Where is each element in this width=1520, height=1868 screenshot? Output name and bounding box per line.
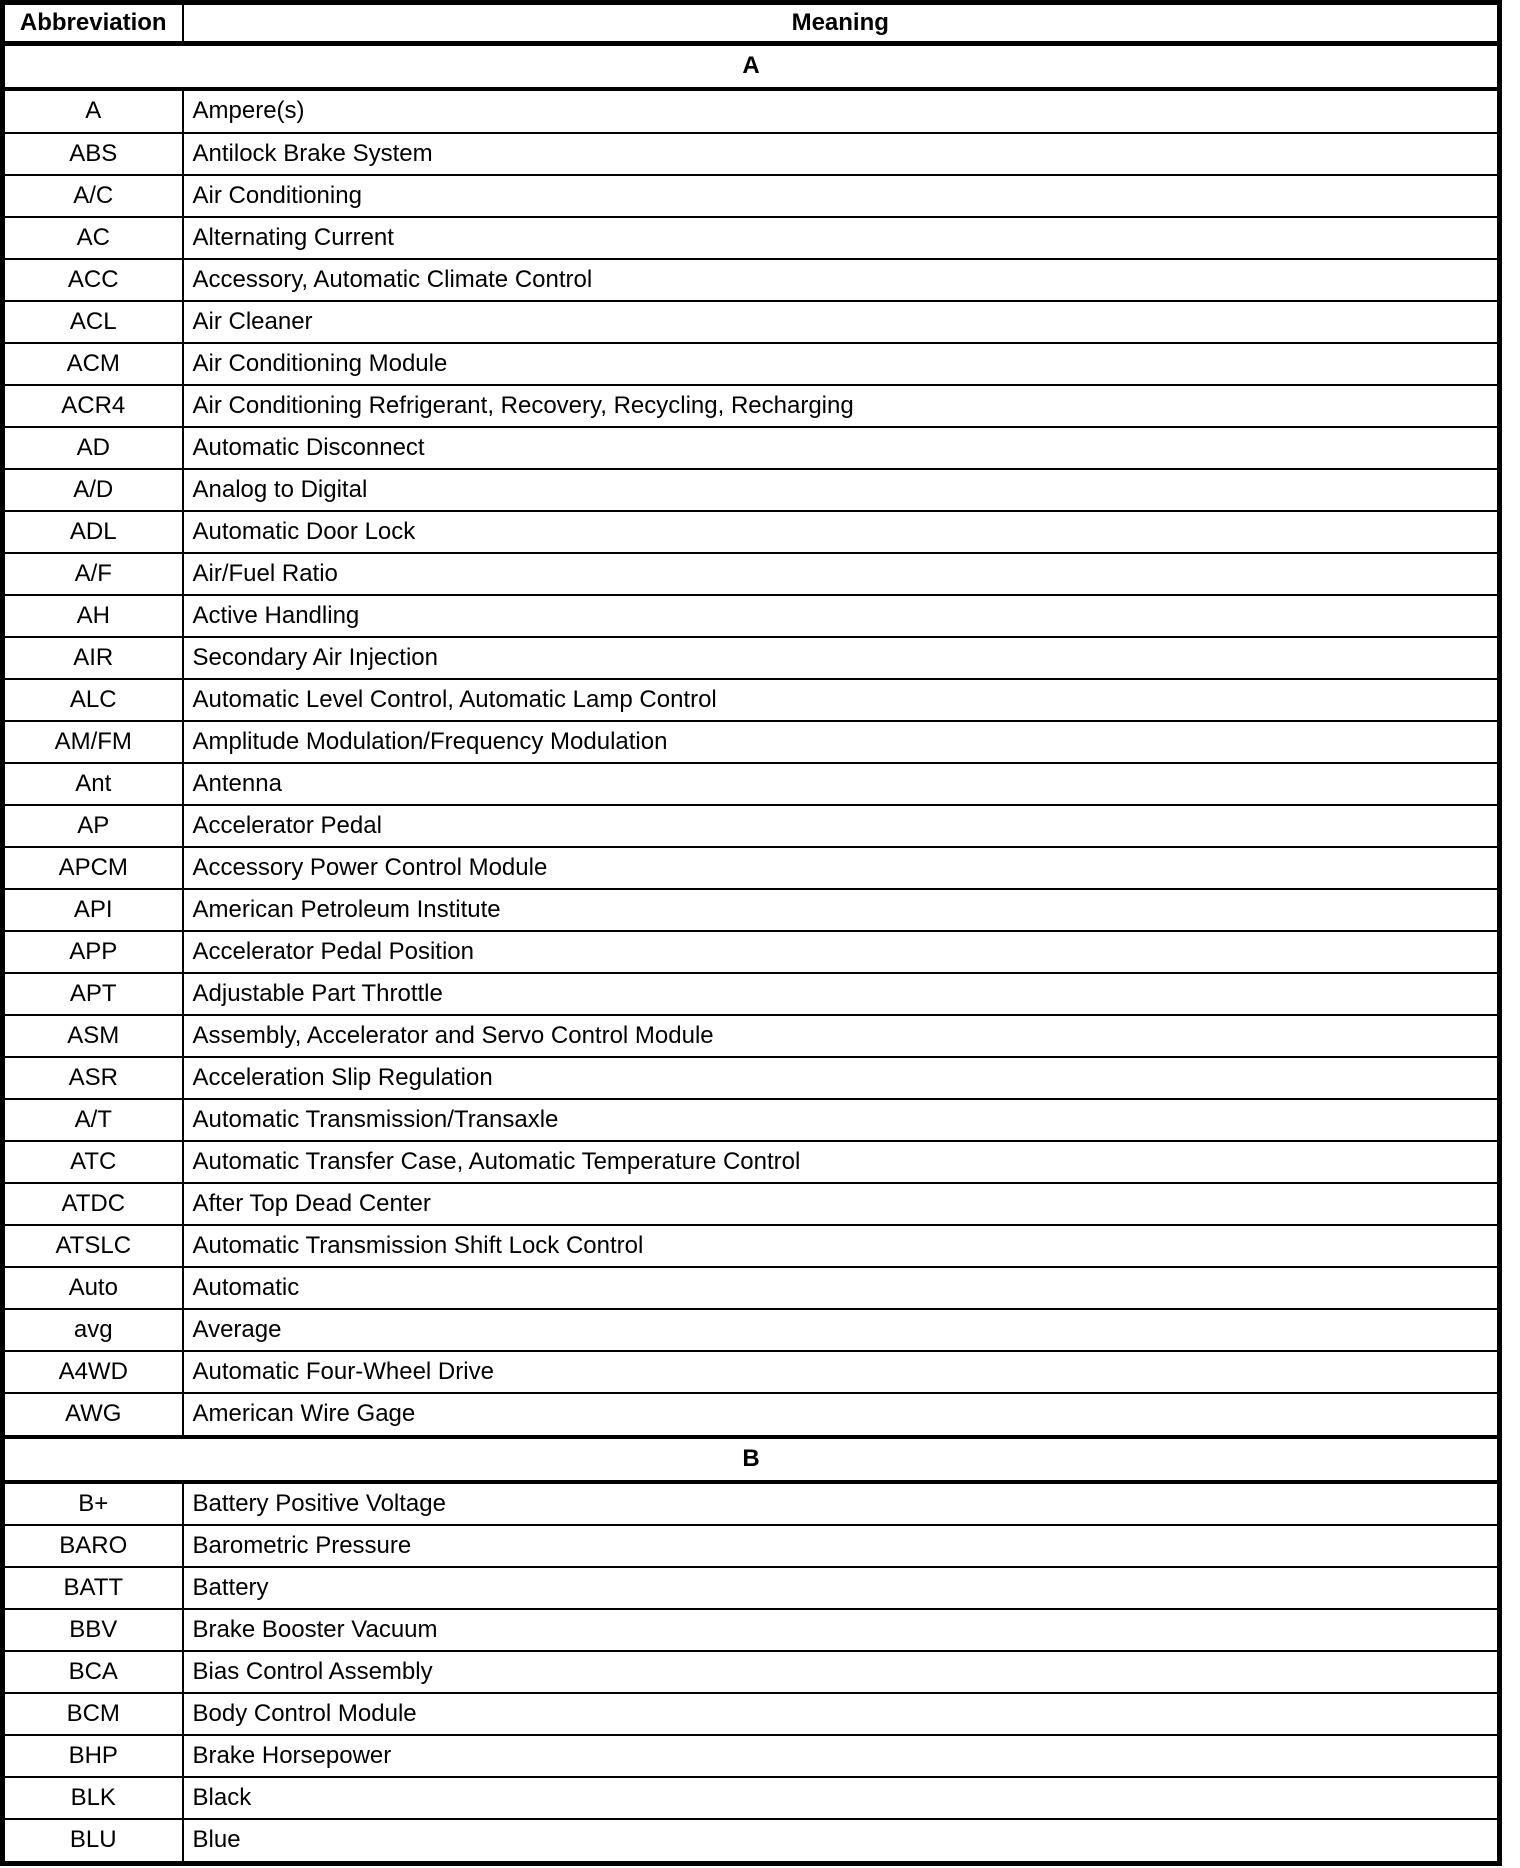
abbreviation-cell: A/C (3, 175, 183, 217)
abbreviation-cell: ALC (3, 679, 183, 721)
table-row (3, 511, 1500, 553)
table-row (3, 1351, 1500, 1393)
table-row (3, 889, 1500, 931)
table-row (3, 1141, 1500, 1183)
meaning-cell: Air Conditioning Refrigerant, Recovery, Recycling, Recharging (183, 385, 1500, 427)
abbreviation-cell: ACC (3, 259, 183, 301)
meaning-cell: Antenna (183, 763, 1500, 805)
column-header-meaning: Meaning (183, 3, 1500, 44)
table-row (3, 1735, 1500, 1777)
abbreviation-cell: API (3, 889, 183, 931)
meaning-cell: Automatic Four-Wheel Drive (183, 1351, 1500, 1393)
section-letter: A (3, 44, 1500, 90)
table-row (3, 1393, 1500, 1436)
table-row (3, 1183, 1500, 1225)
table-row (3, 427, 1500, 469)
meaning-cell: Acceleration Slip Regulation (183, 1057, 1500, 1099)
table-row (3, 1609, 1500, 1651)
section-header-row (3, 44, 1500, 90)
meaning-cell: Analog to Digital (183, 469, 1500, 511)
table-row (3, 1099, 1500, 1141)
abbreviation-cell: ATC (3, 1141, 183, 1183)
table-row (3, 679, 1500, 721)
table-header (3, 3, 1500, 44)
table-row (3, 1057, 1500, 1099)
meaning-cell: Bias Control Assembly (183, 1651, 1500, 1693)
abbreviation-cell: A/F (3, 553, 183, 595)
table-row (3, 1267, 1500, 1309)
abbreviation-cell: APP (3, 931, 183, 973)
abbreviation-cell: Auto (3, 1267, 183, 1309)
meaning-cell: Air Conditioning (183, 175, 1500, 217)
table-row (3, 1567, 1500, 1609)
meaning-cell: Automatic Transfer Case, Automatic Temperature Control (183, 1141, 1500, 1183)
abbreviation-cell: avg (3, 1309, 183, 1351)
meaning-cell: Accessory Power Control Module (183, 847, 1500, 889)
abbreviation-cell: AP (3, 805, 183, 847)
meaning-cell: Accelerator Pedal Position (183, 931, 1500, 973)
meaning-cell: Ampere(s) (183, 89, 1500, 132)
meaning-cell: Average (183, 1309, 1500, 1351)
abbreviation-cell: A/T (3, 1099, 183, 1141)
abbreviation-cell: AIR (3, 637, 183, 679)
table-row (3, 595, 1500, 637)
abbreviation-cell: AWG (3, 1393, 183, 1436)
table-row (3, 1225, 1500, 1267)
column-header-abbreviation: Abbreviation (3, 3, 183, 44)
section-letter: B (3, 1437, 1500, 1482)
table-row (3, 217, 1500, 259)
table-row (3, 133, 1500, 175)
table-row (3, 1309, 1500, 1351)
table-row (3, 385, 1500, 427)
meaning-cell: Active Handling (183, 595, 1500, 637)
meaning-cell: Air Conditioning Module (183, 343, 1500, 385)
abbreviation-cell: ACR4 (3, 385, 183, 427)
table-row (3, 1651, 1500, 1693)
meaning-cell: Barometric Pressure (183, 1525, 1500, 1567)
abbreviation-cell: ACL (3, 301, 183, 343)
meaning-cell: Accelerator Pedal (183, 805, 1500, 847)
meaning-cell: Air Cleaner (183, 301, 1500, 343)
meaning-cell: Automatic (183, 1267, 1500, 1309)
table-row (3, 1819, 1500, 1863)
meaning-cell: Brake Horsepower (183, 1735, 1500, 1777)
abbreviation-cell: APT (3, 973, 183, 1015)
table-row (3, 1482, 1500, 1525)
meaning-cell: Black (183, 1777, 1500, 1819)
meaning-cell: Adjustable Part Throttle (183, 973, 1500, 1015)
section-header-row (3, 1437, 1500, 1482)
abbreviation-cell: BATT (3, 1567, 183, 1609)
abbreviation-cell: AM/FM (3, 721, 183, 763)
meaning-cell: Battery Positive Voltage (183, 1482, 1500, 1525)
abbreviation-cell: ASR (3, 1057, 183, 1099)
abbreviation-cell: AC (3, 217, 183, 259)
table-row (3, 637, 1500, 679)
meaning-cell: Body Control Module (183, 1693, 1500, 1735)
abbreviation-cell: BCM (3, 1693, 183, 1735)
abbreviation-cell: APCM (3, 847, 183, 889)
abbreviation-cell: Ant (3, 763, 183, 805)
meaning-cell: Automatic Disconnect (183, 427, 1500, 469)
abbreviation-cell: ABS (3, 133, 183, 175)
table-row (3, 1525, 1500, 1567)
meaning-cell: Automatic Transmission/Transaxle (183, 1099, 1500, 1141)
meaning-cell: Secondary Air Injection (183, 637, 1500, 679)
abbreviation-cell: BLU (3, 1819, 183, 1863)
meaning-cell: Alternating Current (183, 217, 1500, 259)
meaning-cell: American Petroleum Institute (183, 889, 1500, 931)
table-row (3, 469, 1500, 511)
abbreviation-cell: ASM (3, 1015, 183, 1057)
meaning-cell: Assembly, Accelerator and Servo Control Module (183, 1015, 1500, 1057)
table-body (3, 44, 1500, 1864)
abbreviation-cell: BBV (3, 1609, 183, 1651)
abbreviation-cell: BLK (3, 1777, 183, 1819)
meaning-cell: After Top Dead Center (183, 1183, 1500, 1225)
abbreviation-cell: A (3, 89, 183, 132)
table-row (3, 1015, 1500, 1057)
table-row (3, 763, 1500, 805)
abbreviation-cell: ADL (3, 511, 183, 553)
abbreviation-cell: BCA (3, 1651, 183, 1693)
table-row (3, 847, 1500, 889)
abbreviation-cell: BHP (3, 1735, 183, 1777)
meaning-cell: Automatic Transmission Shift Lock Control (183, 1225, 1500, 1267)
meaning-cell: Accessory, Automatic Climate Control (183, 259, 1500, 301)
meaning-cell: American Wire Gage (183, 1393, 1500, 1436)
table-row (3, 805, 1500, 847)
abbreviation-cell: AD (3, 427, 183, 469)
table-row (3, 175, 1500, 217)
meaning-cell: Air/Fuel Ratio (183, 553, 1500, 595)
meaning-cell: Antilock Brake System (183, 133, 1500, 175)
table-row (3, 1777, 1500, 1819)
table-row (3, 1693, 1500, 1735)
abbreviation-cell: ATSLC (3, 1225, 183, 1267)
abbreviation-cell: ACM (3, 343, 183, 385)
meaning-cell: Brake Booster Vacuum (183, 1609, 1500, 1651)
abbreviation-cell: AH (3, 595, 183, 637)
meaning-cell: Blue (183, 1819, 1500, 1863)
meaning-cell: Automatic Level Control, Automatic Lamp Control (183, 679, 1500, 721)
meaning-cell: Amplitude Modulation/Frequency Modulation (183, 721, 1500, 763)
table-row (3, 89, 1500, 132)
table-row (3, 343, 1500, 385)
meaning-cell: Automatic Door Lock (183, 511, 1500, 553)
table-row (3, 553, 1500, 595)
abbreviation-cell: A4WD (3, 1351, 183, 1393)
abbreviation-cell: ATDC (3, 1183, 183, 1225)
table-row (3, 931, 1500, 973)
abbreviation-cell: A/D (3, 469, 183, 511)
header-row (3, 3, 1500, 44)
table-row (3, 973, 1500, 1015)
abbreviation-cell: BARO (3, 1525, 183, 1567)
abbreviation-cell: B+ (3, 1482, 183, 1525)
meaning-cell: Battery (183, 1567, 1500, 1609)
table-row (3, 721, 1500, 763)
table-row (3, 301, 1500, 343)
table-row (3, 259, 1500, 301)
